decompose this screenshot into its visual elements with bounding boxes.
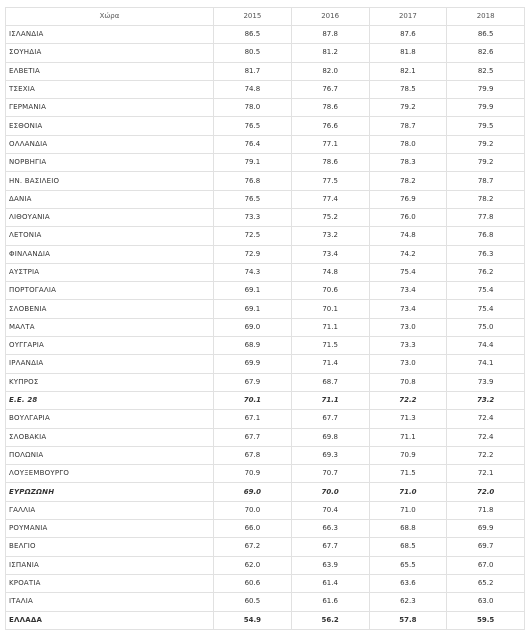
value-cell-2016: 74.8 [291, 263, 369, 281]
value-cell-2018: 71.8 [447, 501, 525, 519]
country-cell: ΠΟΛΩΝΙΑ [6, 446, 214, 464]
value-cell-2015: 72.9 [214, 245, 292, 263]
table-row [6, 282, 525, 300]
value-cell-2015: 81.7 [214, 62, 292, 80]
country-cell: ΒΕΛΓΙΟ [6, 538, 214, 556]
table-row [6, 355, 525, 373]
value-cell-2016: 78.6 [291, 99, 369, 117]
value-cell-2018: 74.4 [447, 337, 525, 355]
value-cell-2018: 78.7 [447, 172, 525, 190]
value-cell-2017: 78.0 [369, 135, 447, 153]
value-cell-2015: 68.9 [214, 337, 292, 355]
table-header-row [6, 8, 525, 26]
country-cell: ΦΙΝΛΑΝΔΙΑ [6, 245, 214, 263]
value-cell-2017: 72.2 [369, 391, 447, 409]
value-cell-2018: 59.5 [447, 611, 525, 629]
table-row [6, 593, 525, 611]
value-cell-2017: 73.4 [369, 300, 447, 318]
table-row [6, 135, 525, 153]
value-cell-2016: 61.6 [291, 593, 369, 611]
value-cell-2018: 77.8 [447, 208, 525, 226]
value-cell-2017: 78.3 [369, 154, 447, 172]
value-cell-2018: 65.2 [447, 574, 525, 592]
table-row [6, 574, 525, 592]
header-2017: 2017 [369, 8, 447, 26]
value-cell-2016: 75.2 [291, 208, 369, 226]
table-row [6, 520, 525, 538]
table-row [6, 44, 525, 62]
country-cell: ΙΤΑΛΙΑ [6, 593, 214, 611]
country-cell: ΚΥΠΡΟΣ [6, 373, 214, 391]
country-cell: ΓΑΛΛΙΑ [6, 501, 214, 519]
country-cell: ΚΡΟΑΤΙΑ [6, 574, 214, 592]
country-cell: ΔΑΝΙΑ [6, 190, 214, 208]
value-cell-2016: 73.2 [291, 227, 369, 245]
country-cell: ΣΟΥΗΔΙΑ [6, 44, 214, 62]
value-cell-2015: 60.6 [214, 574, 292, 592]
value-cell-2018: 74.1 [447, 355, 525, 373]
value-cell-2017: 63.6 [369, 574, 447, 592]
country-cell: ΒΟΥΛΓΑΡΙΑ [6, 410, 214, 428]
table-row [6, 446, 525, 464]
value-cell-2017: 62.3 [369, 593, 447, 611]
value-cell-2018: 69.9 [447, 520, 525, 538]
value-cell-2017: 76.0 [369, 208, 447, 226]
value-cell-2017: 68.8 [369, 520, 447, 538]
value-cell-2016: 71.4 [291, 355, 369, 373]
value-cell-2015: 69.0 [214, 318, 292, 336]
value-cell-2018: 79.5 [447, 117, 525, 135]
value-cell-2018: 79.9 [447, 99, 525, 117]
value-cell-2018: 63.0 [447, 593, 525, 611]
value-cell-2015: 60.5 [214, 593, 292, 611]
table-row [6, 263, 525, 281]
table-row [6, 373, 525, 391]
table-row [6, 337, 525, 355]
table-row [6, 428, 525, 446]
value-cell-2015: 74.8 [214, 80, 292, 98]
country-cell: ΛΕΤΟΝΙΑ [6, 227, 214, 245]
value-cell-2015: 76.8 [214, 172, 292, 190]
table-row [6, 227, 525, 245]
value-cell-2015: 70.0 [214, 501, 292, 519]
value-cell-2016: 76.6 [291, 117, 369, 135]
value-cell-2017: 70.9 [369, 446, 447, 464]
country-cell: ΕΥΡΩΖΩΝΗ [6, 483, 214, 501]
value-cell-2016: 71.1 [291, 318, 369, 336]
value-cell-2015: 80.5 [214, 44, 292, 62]
value-cell-2017: 71.1 [369, 428, 447, 446]
country-cell: ΛΙΘΟΥΑΝΙΑ [6, 208, 214, 226]
country-cell: ΠΟΡΤΟΓΑΛΙΑ [6, 282, 214, 300]
table-row [6, 465, 525, 483]
value-cell-2016: 78.6 [291, 154, 369, 172]
table-row [6, 391, 525, 409]
value-cell-2015: 70.1 [214, 391, 292, 409]
header-2018: 2018 [447, 8, 525, 26]
value-cell-2018: 76.2 [447, 263, 525, 281]
value-cell-2018: 76.8 [447, 227, 525, 245]
table-row [6, 483, 525, 501]
value-cell-2017: 71.0 [369, 501, 447, 519]
country-cell: ΗΝ. ΒΑΣΙΛΕΙΟ [6, 172, 214, 190]
country-cell: ΓΕΡΜΑΝΙΑ [6, 99, 214, 117]
value-cell-2017: 79.2 [369, 99, 447, 117]
value-cell-2017: 78.7 [369, 117, 447, 135]
value-cell-2017: 68.5 [369, 538, 447, 556]
value-cell-2016: 67.7 [291, 538, 369, 556]
country-cell: ΣΛΟΒΑΚΙΑ [6, 428, 214, 446]
value-cell-2015: 73.3 [214, 208, 292, 226]
table-row [6, 538, 525, 556]
value-cell-2018: 72.4 [447, 410, 525, 428]
value-cell-2018: 79.2 [447, 154, 525, 172]
value-cell-2015: 66.0 [214, 520, 292, 538]
value-cell-2018: 86.5 [447, 26, 525, 44]
value-cell-2015: 76.5 [214, 190, 292, 208]
table-row [6, 172, 525, 190]
table-body [6, 26, 525, 630]
country-cell: ΤΣΕΧΙΑ [6, 80, 214, 98]
value-cell-2018: 78.2 [447, 190, 525, 208]
value-cell-2017: 82.1 [369, 62, 447, 80]
header-2016: 2016 [291, 8, 369, 26]
value-cell-2016: 69.3 [291, 446, 369, 464]
value-cell-2015: 79.1 [214, 154, 292, 172]
value-cell-2016: 81.2 [291, 44, 369, 62]
value-cell-2015: 62.0 [214, 556, 292, 574]
value-cell-2016: 87.8 [291, 26, 369, 44]
value-cell-2016: 71.1 [291, 391, 369, 409]
header-country: Χώρα [6, 8, 214, 26]
country-cell: ΜΑΛΤΑ [6, 318, 214, 336]
value-cell-2017: 70.8 [369, 373, 447, 391]
value-cell-2017: 81.8 [369, 44, 447, 62]
table-row [6, 245, 525, 263]
value-cell-2016: 77.5 [291, 172, 369, 190]
country-cell: ΕΛΒΕΤΙΑ [6, 62, 214, 80]
value-cell-2018: 72.0 [447, 483, 525, 501]
table-row [6, 556, 525, 574]
table-row [6, 190, 525, 208]
value-cell-2017: 73.0 [369, 355, 447, 373]
value-cell-2017: 74.8 [369, 227, 447, 245]
country-cell: ΙΣΛΑΝΔΙΑ [6, 26, 214, 44]
value-cell-2015: 67.9 [214, 373, 292, 391]
value-cell-2016: 77.4 [291, 190, 369, 208]
value-cell-2015: 70.9 [214, 465, 292, 483]
table-row [6, 99, 525, 117]
value-cell-2018: 73.9 [447, 373, 525, 391]
data-table-container [5, 7, 524, 630]
country-cell: Ε.Ε. 28 [6, 391, 214, 409]
value-cell-2017: 73.4 [369, 282, 447, 300]
value-cell-2016: 67.7 [291, 410, 369, 428]
value-cell-2018: 75.4 [447, 300, 525, 318]
value-cell-2016: 69.8 [291, 428, 369, 446]
value-cell-2016: 77.1 [291, 135, 369, 153]
value-cell-2015: 78.0 [214, 99, 292, 117]
table-row [6, 62, 525, 80]
value-cell-2016: 70.0 [291, 483, 369, 501]
value-cell-2015: 67.1 [214, 410, 292, 428]
value-cell-2018: 72.4 [447, 428, 525, 446]
value-cell-2015: 76.5 [214, 117, 292, 135]
value-cell-2015: 69.9 [214, 355, 292, 373]
table-row [6, 501, 525, 519]
value-cell-2016: 56.2 [291, 611, 369, 629]
employment-rate-table [5, 7, 525, 630]
table-row [6, 318, 525, 336]
table-row [6, 117, 525, 135]
value-cell-2018: 69.7 [447, 538, 525, 556]
value-cell-2018: 75.0 [447, 318, 525, 336]
value-cell-2017: 75.4 [369, 263, 447, 281]
value-cell-2015: 86.5 [214, 26, 292, 44]
value-cell-2018: 72.2 [447, 446, 525, 464]
value-cell-2018: 75.4 [447, 282, 525, 300]
value-cell-2016: 66.3 [291, 520, 369, 538]
value-cell-2017: 76.9 [369, 190, 447, 208]
value-cell-2017: 71.3 [369, 410, 447, 428]
value-cell-2016: 63.9 [291, 556, 369, 574]
value-cell-2015: 67.8 [214, 446, 292, 464]
value-cell-2018: 82.6 [447, 44, 525, 62]
value-cell-2018: 79.9 [447, 80, 525, 98]
header-2015: 2015 [214, 8, 292, 26]
value-cell-2015: 72.5 [214, 227, 292, 245]
value-cell-2017: 78.2 [369, 172, 447, 190]
value-cell-2017: 78.5 [369, 80, 447, 98]
value-cell-2017: 74.2 [369, 245, 447, 263]
value-cell-2016: 73.4 [291, 245, 369, 263]
value-cell-2015: 74.3 [214, 263, 292, 281]
value-cell-2016: 70.1 [291, 300, 369, 318]
table-row [6, 611, 525, 629]
table-row [6, 208, 525, 226]
value-cell-2018: 73.2 [447, 391, 525, 409]
country-cell: ΣΛΟΒΕΝΙΑ [6, 300, 214, 318]
value-cell-2015: 67.7 [214, 428, 292, 446]
value-cell-2016: 71.5 [291, 337, 369, 355]
value-cell-2017: 71.5 [369, 465, 447, 483]
value-cell-2016: 82.0 [291, 62, 369, 80]
value-cell-2018: 67.0 [447, 556, 525, 574]
country-cell: ΡΟΥΜΑΝΙΑ [6, 520, 214, 538]
value-cell-2016: 61.4 [291, 574, 369, 592]
value-cell-2017: 73.0 [369, 318, 447, 336]
value-cell-2018: 82.5 [447, 62, 525, 80]
country-cell: ΟΛΛΑΝΔΙΑ [6, 135, 214, 153]
country-cell: ΕΣΘΟΝΙΑ [6, 117, 214, 135]
country-cell: ΙΣΠΑΝΙΑ [6, 556, 214, 574]
value-cell-2017: 71.0 [369, 483, 447, 501]
value-cell-2015: 69.1 [214, 282, 292, 300]
country-cell: ΟΥΓΓΑΡΙΑ [6, 337, 214, 355]
country-cell: ΝΟΡΒΗΓΙΑ [6, 154, 214, 172]
value-cell-2018: 76.3 [447, 245, 525, 263]
value-cell-2016: 68.7 [291, 373, 369, 391]
value-cell-2015: 76.4 [214, 135, 292, 153]
value-cell-2016: 70.4 [291, 501, 369, 519]
value-cell-2015: 69.1 [214, 300, 292, 318]
table-row [6, 300, 525, 318]
country-cell: ΕΛΛΑΔΑ [6, 611, 214, 629]
value-cell-2018: 72.1 [447, 465, 525, 483]
table-row [6, 80, 525, 98]
value-cell-2017: 57.8 [369, 611, 447, 629]
value-cell-2016: 70.6 [291, 282, 369, 300]
value-cell-2017: 73.3 [369, 337, 447, 355]
value-cell-2016: 70.7 [291, 465, 369, 483]
country-cell: ΑΥΣΤΡΙΑ [6, 263, 214, 281]
country-cell: ΛΟΥΞΕΜΒΟΥΡΓΟ [6, 465, 214, 483]
table-row [6, 154, 525, 172]
country-cell: ΙΡΛΑΝΔΙΑ [6, 355, 214, 373]
value-cell-2017: 65.5 [369, 556, 447, 574]
value-cell-2015: 67.2 [214, 538, 292, 556]
value-cell-2015: 54.9 [214, 611, 292, 629]
value-cell-2018: 79.2 [447, 135, 525, 153]
value-cell-2016: 76.7 [291, 80, 369, 98]
table-row [6, 26, 525, 44]
value-cell-2017: 87.6 [369, 26, 447, 44]
table-row [6, 410, 525, 428]
value-cell-2015: 69.0 [214, 483, 292, 501]
